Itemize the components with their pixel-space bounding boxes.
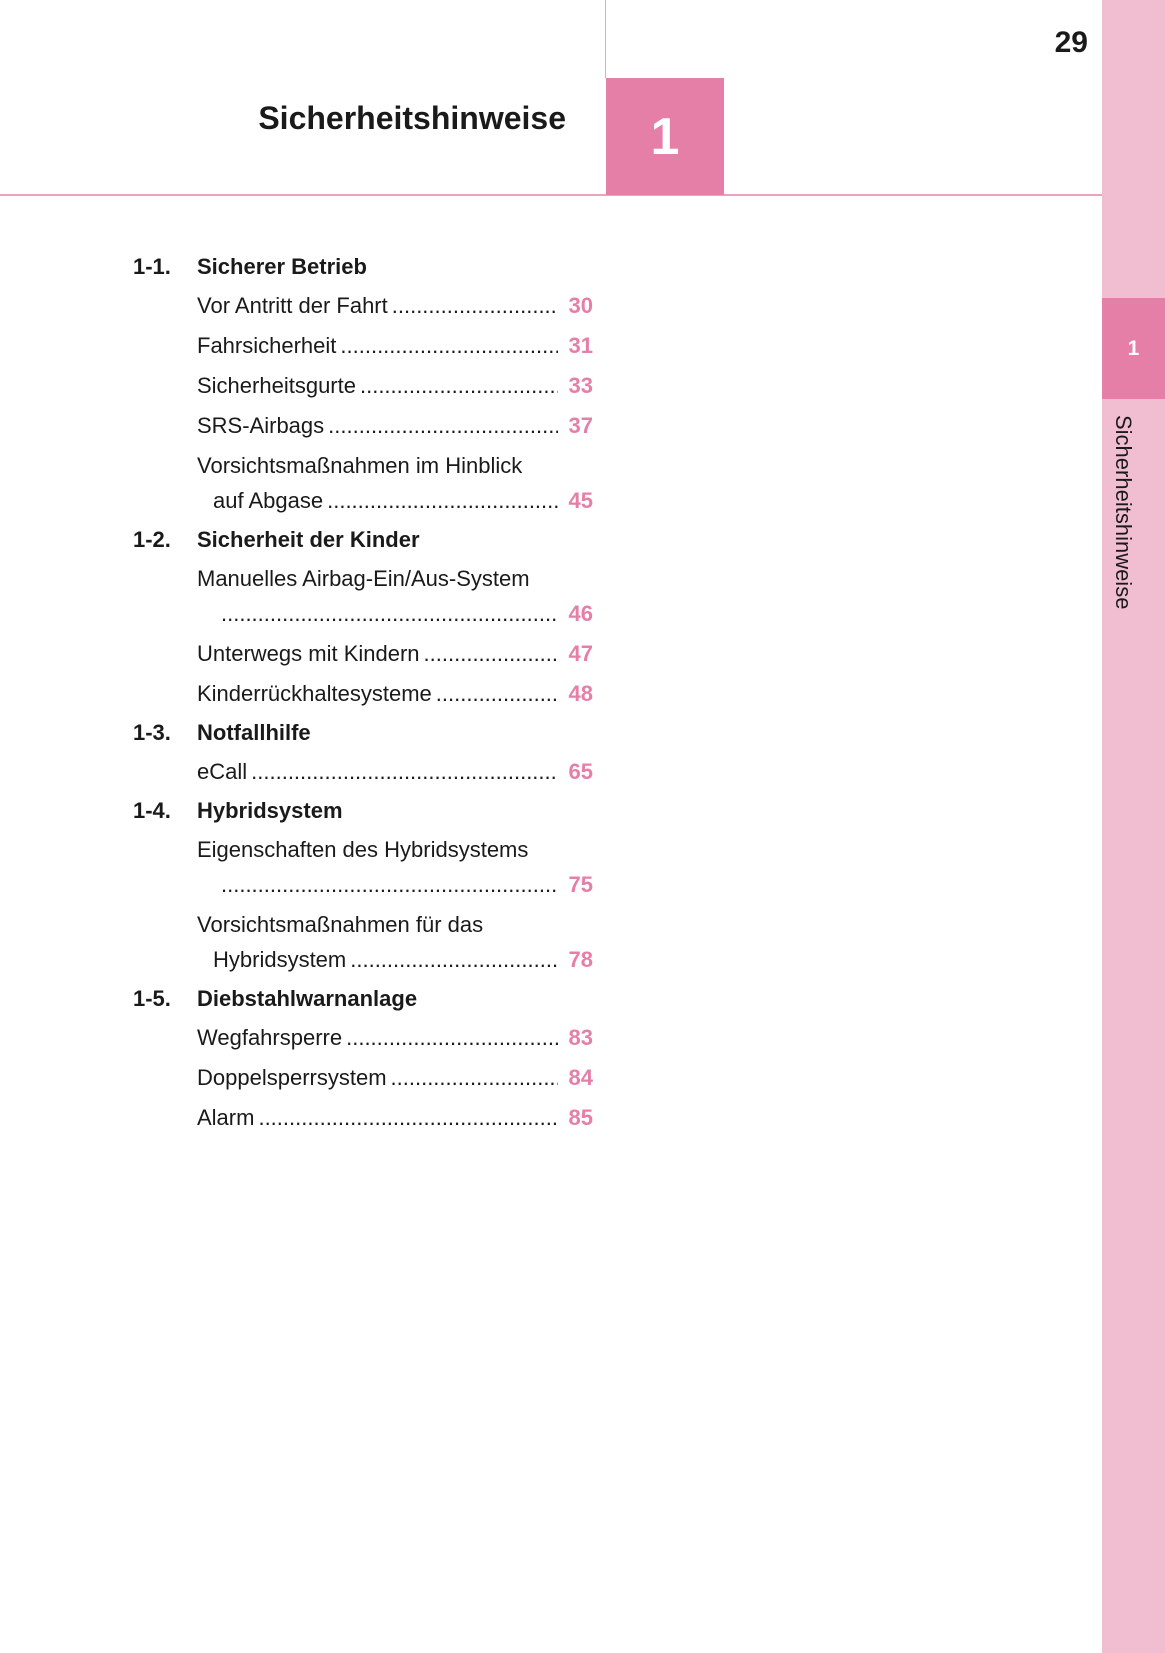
- toc-page-number[interactable]: 33: [568, 373, 593, 398]
- toc-entry-title: Manuelles Airbag-Ein/Aus-System: [197, 566, 530, 591]
- dot-leader: [391, 1060, 558, 1096]
- toc-entry[interactable]: [133, 1098, 593, 1138]
- toc-page-number[interactable]: 47: [568, 641, 593, 666]
- toc-section: [133, 521, 593, 559]
- toc-page-number[interactable]: 30: [568, 293, 593, 318]
- toc-page-number[interactable]: 78: [568, 947, 593, 972]
- dot-leader: [424, 636, 558, 672]
- toc-entry-title-cont: auf Abgase: [213, 488, 324, 513]
- toc-page-number[interactable]: 48: [568, 681, 593, 706]
- dot-leader: [221, 596, 558, 632]
- toc-entry[interactable]: [133, 752, 593, 792]
- toc-entry[interactable]: [133, 326, 593, 366]
- toc-entry-title: eCall: [197, 759, 248, 784]
- dot-leader: [350, 942, 558, 978]
- toc-section: [133, 980, 593, 1018]
- toc-entry-title: Vorsichtsmaßnahmen im Hinblick: [197, 453, 523, 478]
- table-of-contents: [133, 248, 593, 1138]
- dot-leader: [251, 754, 558, 790]
- toc-section: [133, 792, 593, 830]
- toc-entry[interactable]: [133, 1018, 593, 1058]
- section-title: Notfallhilfe: [197, 720, 311, 745]
- section-title: Sicherer Betrieb: [197, 254, 367, 279]
- toc-page-number[interactable]: 31: [568, 333, 593, 358]
- section-number: 1-2.: [133, 527, 171, 552]
- dot-leader: [340, 328, 558, 364]
- toc-entry[interactable]: [133, 674, 593, 714]
- toc-entry-title-cont: Hybridsystem: [213, 947, 347, 972]
- toc-page-number[interactable]: 45: [568, 488, 593, 513]
- dot-leader: [392, 288, 558, 324]
- dot-leader: [346, 1020, 558, 1056]
- section-number: 1-4.: [133, 798, 171, 823]
- toc-entry-title: Alarm: [197, 1105, 255, 1130]
- section-number: 1-5.: [133, 986, 171, 1011]
- toc-page-number[interactable]: 65: [568, 759, 593, 784]
- toc-entry[interactable]: [133, 446, 593, 521]
- toc-page-number[interactable]: 83: [568, 1025, 593, 1050]
- toc-entry-title: Vor Antritt der Fahrt: [197, 293, 388, 318]
- dot-leader: [328, 408, 558, 444]
- toc-section: [133, 714, 593, 752]
- toc-entry[interactable]: [133, 905, 593, 980]
- section-title: Hybridsystem: [197, 798, 343, 823]
- toc-entry-title: Wegfahrsperre: [197, 1025, 343, 1050]
- dot-leader: [258, 1100, 558, 1136]
- toc-entry-title: Kinderrückhaltesysteme: [197, 681, 432, 706]
- section-number: 1-1.: [133, 254, 171, 279]
- section-title: Diebstahlwarnanlage: [197, 986, 418, 1011]
- toc-entry[interactable]: [133, 406, 593, 446]
- toc-page-number[interactable]: 46: [568, 601, 593, 626]
- header-divider-vertical: [605, 0, 606, 78]
- toc-entry[interactable]: [133, 1058, 593, 1098]
- chapter-side-tab[interactable]: 1: [1102, 298, 1165, 399]
- toc-entry[interactable]: [133, 634, 593, 674]
- chapter-side-label: Sicherheitshinweise: [1111, 415, 1136, 610]
- toc-entry[interactable]: [133, 366, 593, 406]
- section-number: 1-3.: [133, 720, 171, 745]
- page-number: 29: [1054, 26, 1088, 59]
- toc-page-number[interactable]: 85: [568, 1105, 593, 1130]
- chapter-title: Sicherheitshinweise: [258, 100, 566, 136]
- chapter-number-box: 1: [606, 78, 724, 195]
- toc-entry-title: SRS-Airbags: [197, 413, 325, 438]
- toc-entry[interactable]: [133, 286, 593, 326]
- dot-leader: [327, 483, 558, 519]
- toc-page-number[interactable]: 37: [568, 413, 593, 438]
- toc-entry-title: Eigenschaften des Hybridsystems: [197, 837, 529, 862]
- toc-entry-title: Vorsichtsmaßnahmen für das: [197, 912, 484, 937]
- toc-entry[interactable]: [133, 559, 593, 634]
- toc-entry[interactable]: [133, 830, 593, 905]
- dot-leader: [221, 867, 558, 903]
- toc-entry-title: Fahrsicherheit: [197, 333, 337, 358]
- dot-leader: [436, 676, 558, 712]
- toc-section: [133, 248, 593, 286]
- toc-page-number[interactable]: 75: [568, 872, 593, 897]
- section-title: Sicherheit der Kinder: [197, 527, 420, 552]
- toc-entry-title: Unterwegs mit Kindern: [197, 641, 420, 666]
- header-divider: [0, 194, 1102, 196]
- side-strip: [1102, 0, 1165, 1653]
- toc-entry-title: Doppelsperrsystem: [197, 1065, 387, 1090]
- toc-entry-title: Sicherheitsgurte: [197, 373, 356, 398]
- dot-leader: [360, 368, 558, 404]
- toc-page-number[interactable]: 84: [568, 1065, 593, 1090]
